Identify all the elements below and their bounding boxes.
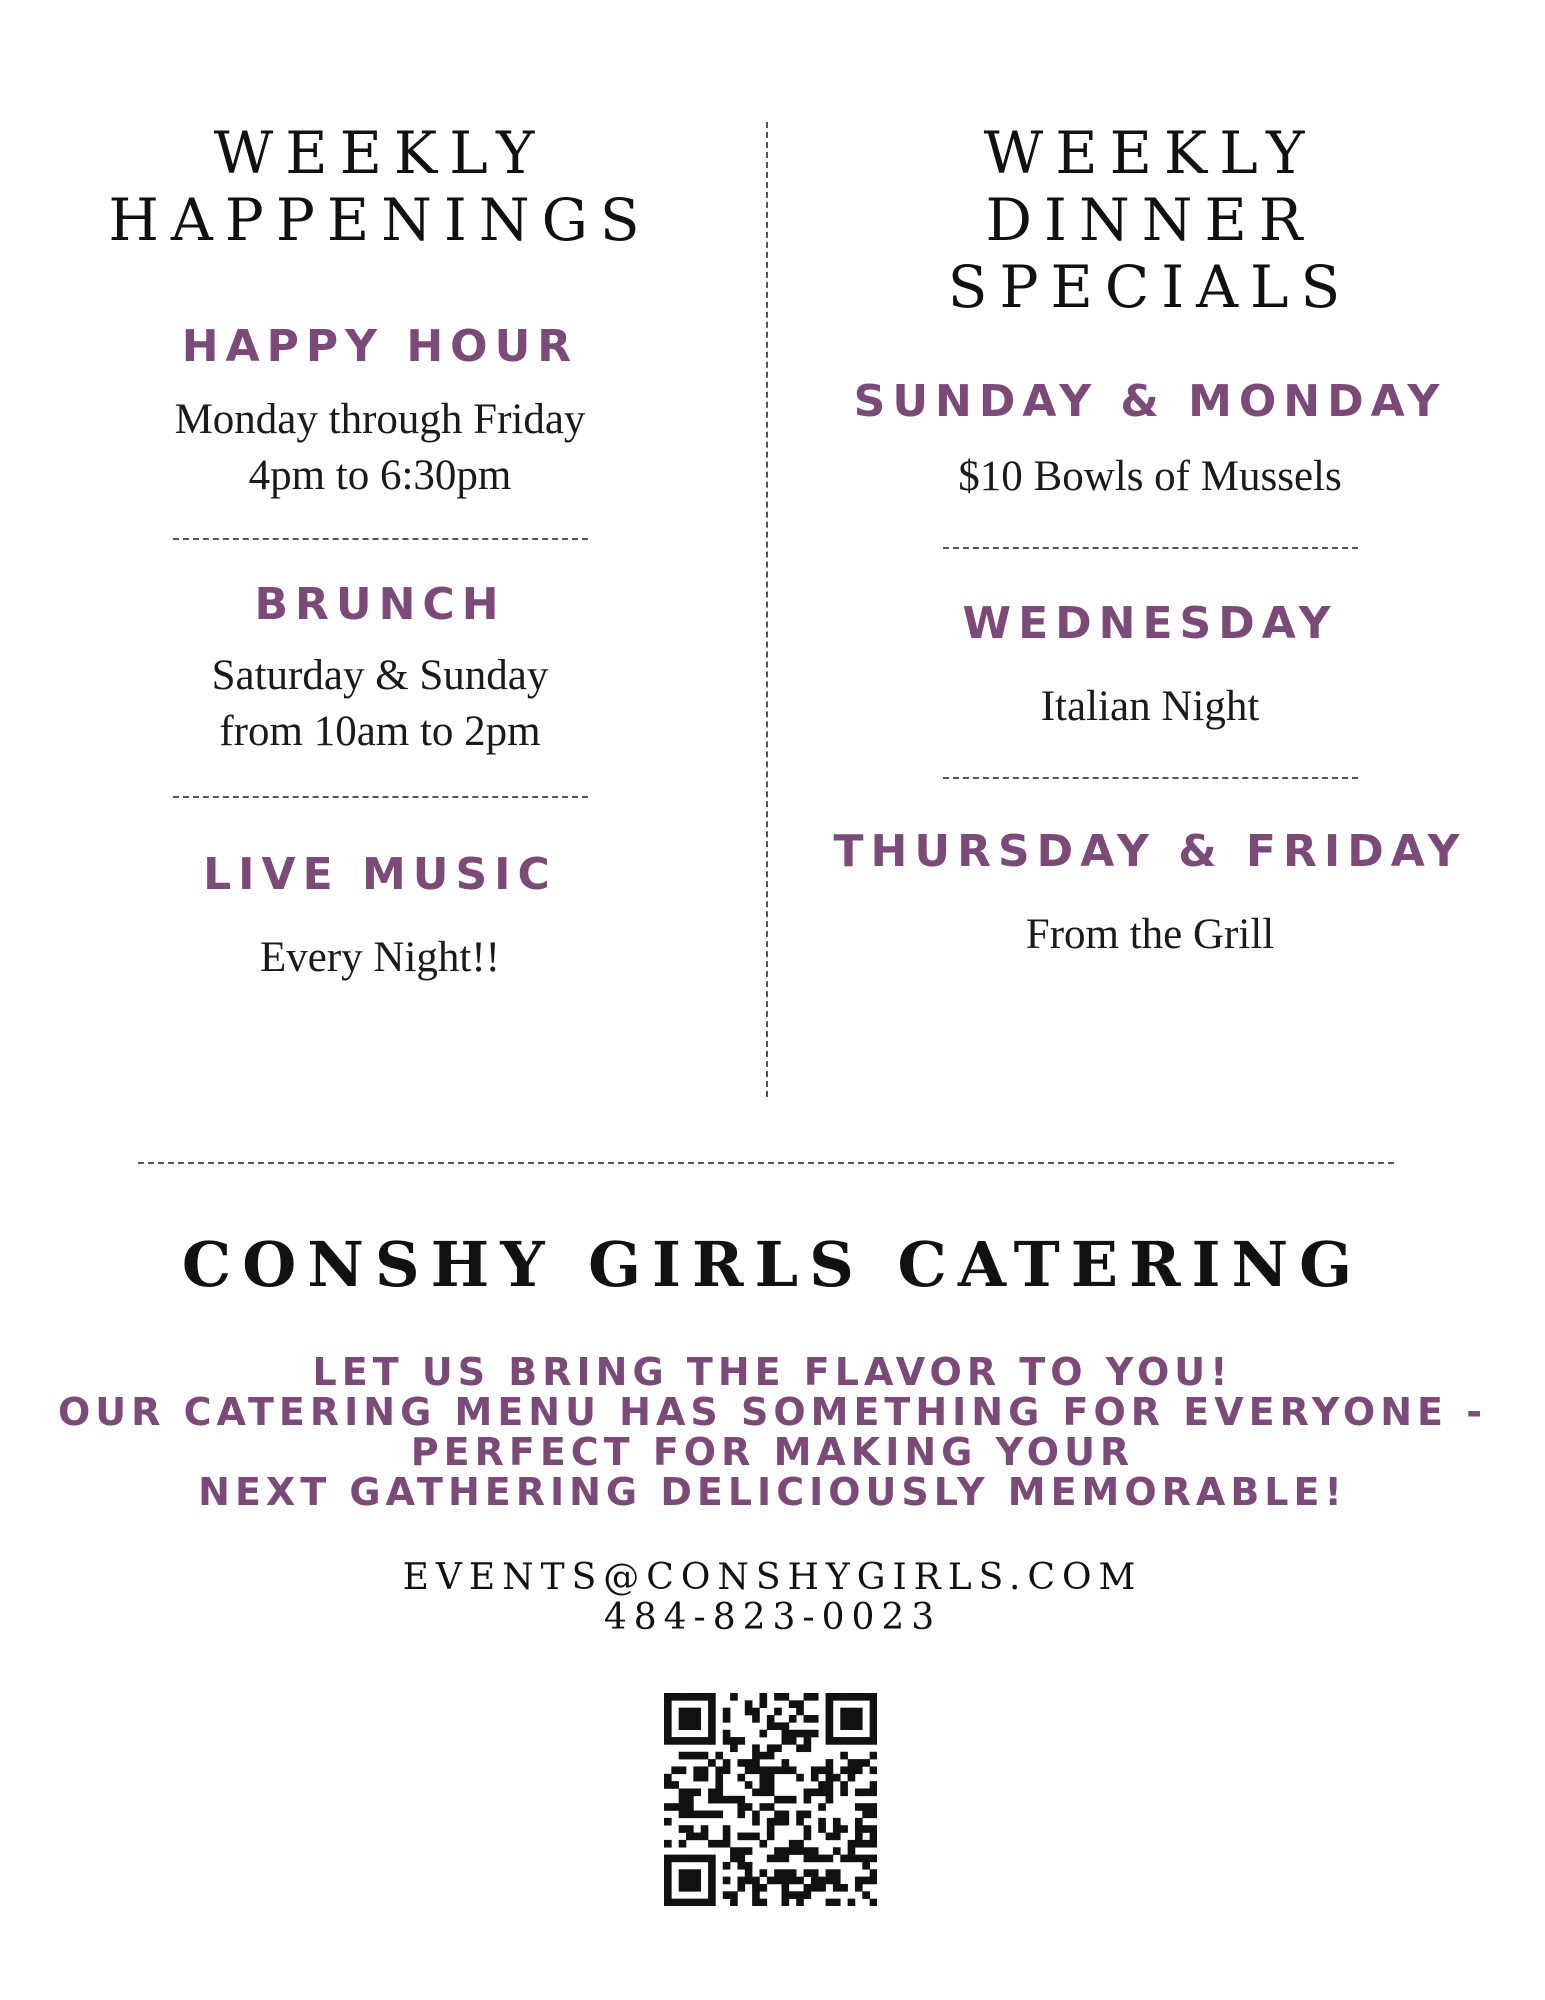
catering-description [0, 1352, 1545, 1512]
contact-phone[interactable]: 484-823-0023 [603, 1597, 942, 1638]
catering-title: CONSHY GIRLS CATERING [181, 1228, 1364, 1301]
specials-title-line-3: SPECIALS [947, 253, 1353, 321]
qr-code-icon[interactable] [664, 1693, 877, 1906]
thursday-friday-special: From the Grill [1025, 911, 1275, 958]
catering-line-2: OUR CATERING MENU HAS SOMETHING FOR EVERYONE - [58, 1390, 1487, 1434]
catering-line-4: NEXT GATHERING DELICIOUSLY MEMORABLE! [198, 1470, 1347, 1514]
contact-email[interactable]: EVENTS@CONSHYGIRLS.COM [402, 1557, 1143, 1598]
thursday-friday-heading: THURSDAY & FRIDAY [833, 826, 1467, 877]
happenings-title [80, 120, 680, 254]
catering-line-3: PERFECT FOR MAKING YOUR [410, 1430, 1135, 1474]
happy-hour-heading: HAPPY HOUR [181, 321, 579, 372]
happy-hour-days: Monday through Friday [174, 396, 586, 443]
weekly-dinner-specials-column [790, 120, 1510, 963]
specials-title-line-1: WEEKLY [983, 119, 1317, 187]
happenings-title-line-1: WEEKLY [213, 119, 547, 187]
specials-title-line-2: DINNER [985, 186, 1315, 254]
specials-title [790, 120, 1510, 321]
brunch-times: from 10am to 2pm [219, 708, 541, 755]
wednesday-heading: WEDNESDAY [962, 598, 1338, 649]
catering-line-1: LET US BRING THE FLAVOR TO YOU! [312, 1350, 1233, 1394]
happy-hour-times: 4pm to 6:30pm [248, 452, 512, 499]
happenings-title-line-2: HAPPENINGS [108, 186, 652, 254]
section-divider [138, 1162, 1394, 1164]
brunch-heading: BRUNCH [254, 579, 506, 630]
live-music-detail: Every Night!! [259, 934, 500, 981]
sunday-monday-special: $10 Bowls of Mussels [958, 453, 1342, 500]
live-music-heading: LIVE MUSIC [203, 849, 557, 900]
brunch-days: Saturday & Sunday [211, 652, 549, 699]
column-divider [766, 122, 768, 1097]
contact-info [0, 1558, 1545, 1638]
wednesday-special: Italian Night [1040, 683, 1260, 730]
sunday-monday-heading: SUNDAY & MONDAY [853, 376, 1447, 427]
weekly-happenings-column [80, 120, 680, 986]
